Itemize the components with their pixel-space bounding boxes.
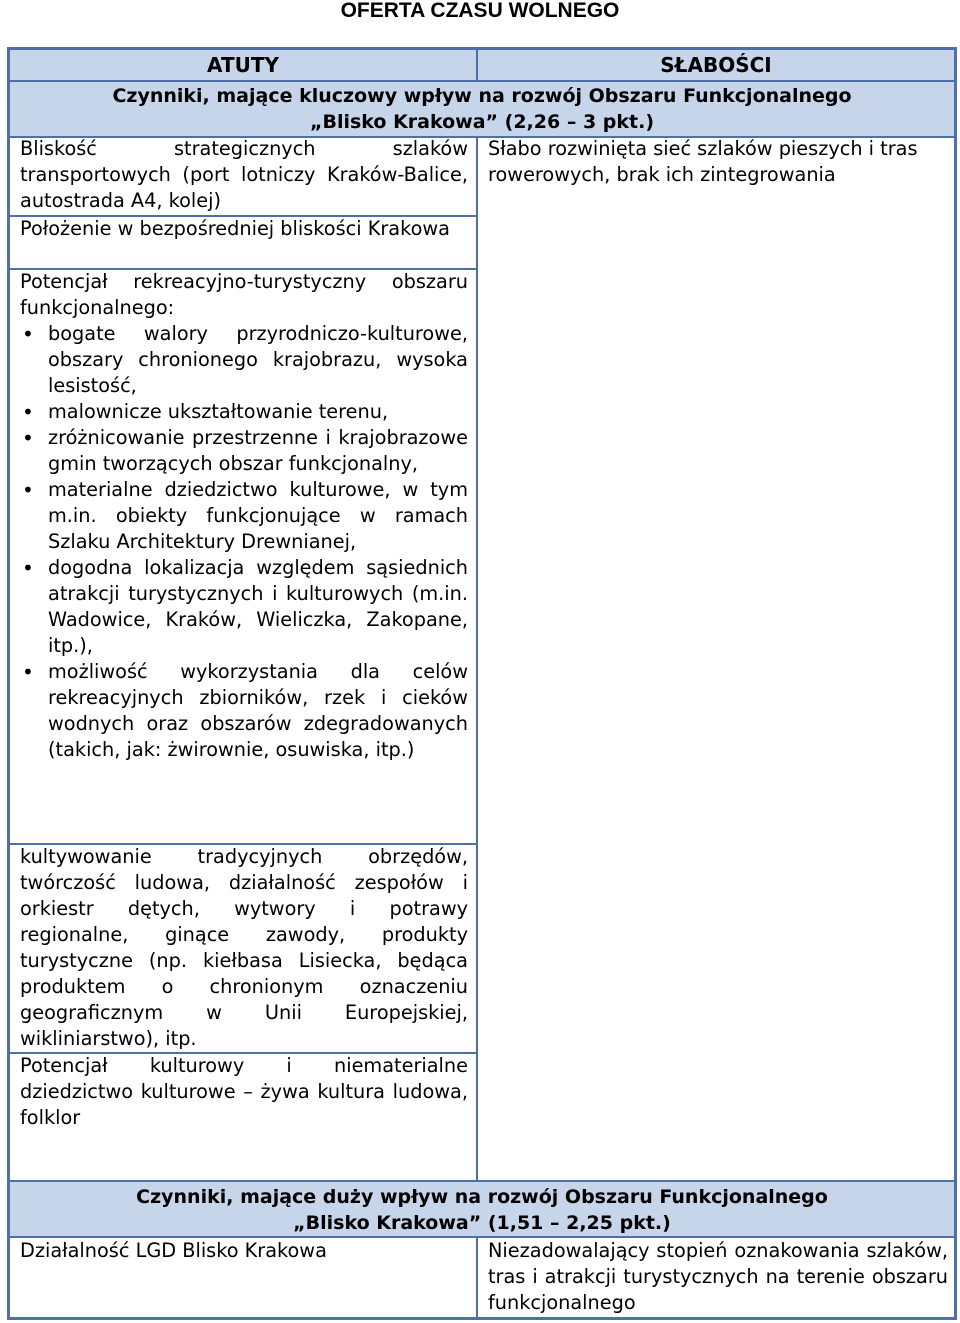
section1-strength-1 <box>20 136 468 214</box>
section2-heading-line1: Czynniki, mające duży wpływ na rozwój Obszaru Funkcjonalnego <box>136 1186 828 1208</box>
list-item: • malownicze ukształtowanie terenu, <box>20 399 468 425</box>
strength-bullet-list <box>20 321 468 763</box>
page-title: OFERTA CZASU WOLNEGO <box>340 0 620 22</box>
strength-text: kultywowanie tradycyjnych obrzędów, twórczość ludowa, działalność zespołów i orkiestr dętych, wytwory i potrawy regionalne, ginące zawody, produkty turystyczne (np. kiełbasa Lisiecka, będąca produktem o chronionym oznaczeniu geograficznym w Unii Europejskiej, wikliniarstwo), itp. <box>20 845 468 1050</box>
strength-text: Potencjał kulturowy i niematerialne dziedzictwo kulturowe – żywa kultura ludowa, folklor <box>20 1054 468 1129</box>
section2-heading <box>10 1182 954 1238</box>
column-header-row <box>10 50 954 80</box>
strength-text: Położenie w bezpośredniej bliskości Krakowa <box>20 217 450 240</box>
list-item: • materialne dziedzictwo kulturowe, w tym m.in. obiekty funkcjonujące w ramach Szlaku Architektury Drewnianej, <box>20 477 468 555</box>
list-item: • dogodna lokalizacja względem sąsiednich atrakcji turystycznych i kulturowych (m.in. Wadowice, Kraków, Wieliczka, Zakopane, itp.), <box>20 555 468 659</box>
section1-heading <box>10 82 954 138</box>
list-item: • zróżnicowanie przestrzenne i krajobrazowe gmin tworzących obszar funkcjonalny, <box>20 425 468 477</box>
section1-heading-line1: Czynniki, mające kluczowy wpływ na rozwój Obszaru Funkcjonalnego <box>112 85 852 107</box>
strengths-header: ATUTY <box>207 53 279 77</box>
section2-column-divider <box>476 1238 478 1317</box>
weakness-text: Niezadowalający stopień oznakowania szlaków, tras i atrakcji turystycznych na terenie obszaru funkcjonalnego <box>488 1239 948 1314</box>
section2-heading-line2: „Blisko Krakowa” (1,51 – 2,25 pkt.) <box>293 1212 671 1234</box>
list-item: • możliwość wykorzystania dla celów rekreacyjnych zbiorników, rzek i cieków wodnych oraz obszarów zdegradowanych (takich, jak: żwirownie, osuwiska, itp.) <box>20 659 468 763</box>
strength-text: Działalność LGD Blisko Krakowa <box>20 1239 327 1262</box>
section2-strength-1 <box>20 1238 468 1264</box>
section1-strength-2 <box>20 216 468 242</box>
section1-heading-line2: „Blisko Krakowa” (2,26 – 3 pkt.) <box>309 111 654 133</box>
strength-text: Potencjał rekreacyjno-turystyczny obszaru funkcjonalnego: <box>20 270 468 319</box>
section1-strength-5 <box>20 1053 468 1131</box>
section1-column-divider <box>476 138 478 1180</box>
weaknesses-header: SŁABOŚCI <box>660 53 772 77</box>
section1-weakness-1 <box>488 136 948 188</box>
section1-strength-3 <box>20 269 468 763</box>
swot-table <box>7 47 957 1320</box>
strength-text: Bliskość strategicznych szlaków transportowych (port lotniczy Kraków-Balice, autostrada A4, kolej) <box>20 137 468 212</box>
section1-strength-4 <box>20 844 468 1052</box>
list-item: • bogate walory przyrodniczo-kulturowe, obszary chronionego krajobrazu, wysoka lesistość, <box>20 321 468 399</box>
section2-weakness-1 <box>488 1238 948 1316</box>
weakness-text: Słabo rozwinięta sieć szlaków pieszych i tras rowerowych, brak ich zintegrowania <box>488 137 918 186</box>
